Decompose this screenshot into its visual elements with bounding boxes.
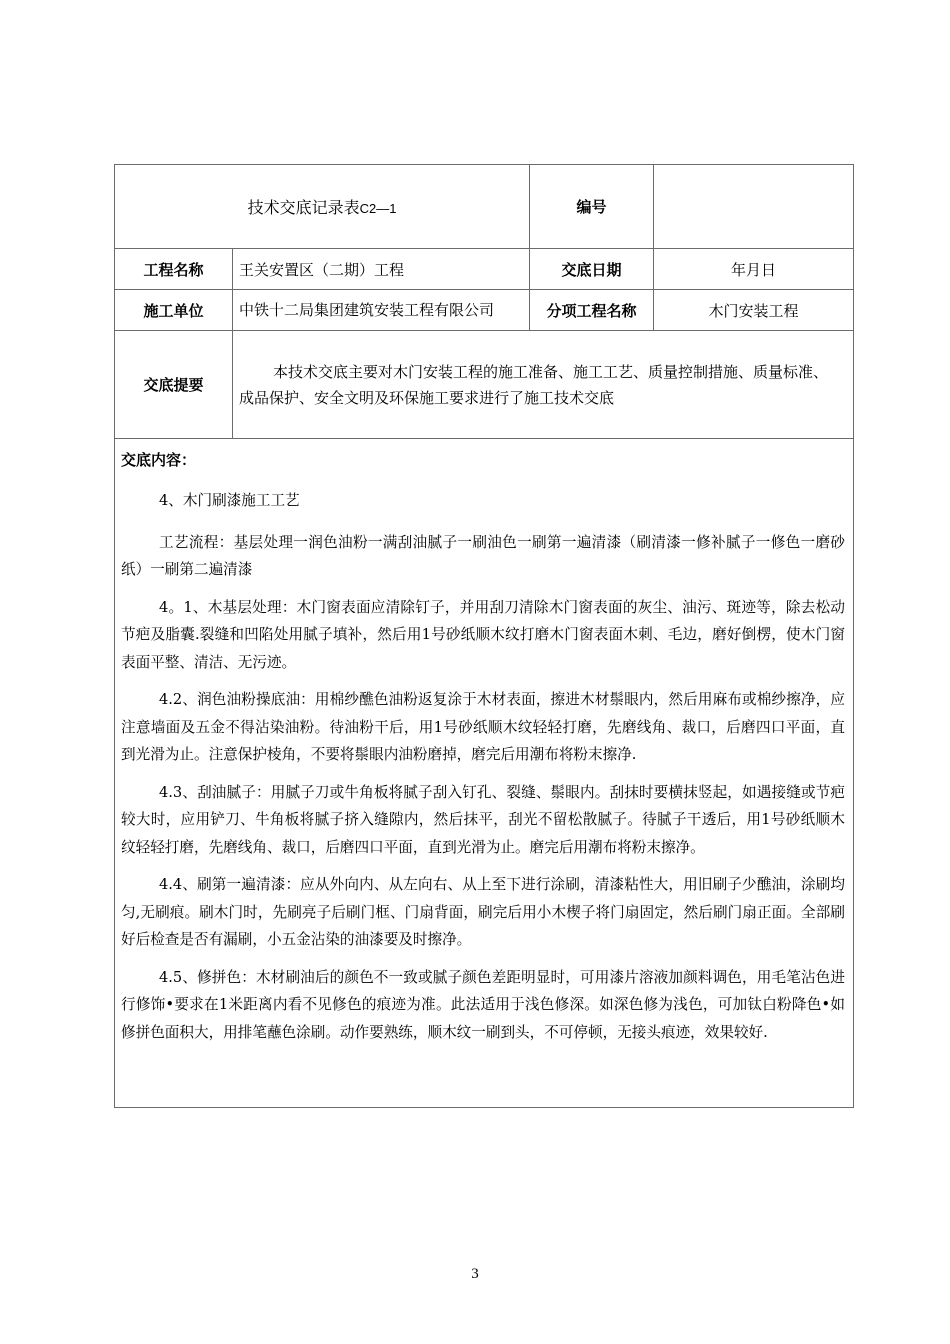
project-name-label: 工程名称 xyxy=(115,249,233,290)
content-heading: 交底内容： xyxy=(121,451,197,469)
table-title-cell xyxy=(115,165,530,249)
title-row xyxy=(115,165,854,249)
content-body xyxy=(121,487,845,1056)
paragraph-4-3: 4.3、刮油腻子：用腻子刀或牛角板将腻子刮入钉孔、裂缝、鬃眼内。刮抹时要横抹竖起，如遇接缝或节疤较大时，应用铲刀、牛角板将腻子挤入缝隙内，然后抹平，刮光不留松散腻子。待腻子干透后，用1号砂纸顺木纹轻轻打磨，先磨线角、裁口，后磨四口平面，直到光滑为止。磨完后用潮布将粉末擦净。 xyxy=(121,783,845,856)
table-title: 技术交底记录表 xyxy=(247,198,360,217)
summary-label: 交底提要 xyxy=(115,331,233,439)
summary-row xyxy=(115,331,854,439)
technical-briefing-table xyxy=(114,164,854,1108)
section-title: 4、木门刷漆施工工艺 xyxy=(159,492,300,509)
contractor-label: 施工单位 xyxy=(115,290,233,331)
date-label: 交底日期 xyxy=(530,249,654,290)
contractor-row xyxy=(115,290,854,331)
paragraph-4-4: 4.4、刷第一遍清漆：应从外向内、从左向右、从上至下进行涂刷，清漆粘性大，用旧刷子少醮油，涂刷均匀,无刷痕。刷木门时，先刷亮子后刷门框、门扇背面，刷完后用小木楔子将门扇固定，然后刷门扇正面。全部刷好后检查是否有漏刷，小五金沾染的油漆要及时擦净。 xyxy=(121,876,845,948)
number-value xyxy=(654,165,854,249)
table-title-code: C2—1 xyxy=(359,201,397,216)
contractor-value: 中铁十二局集团建筑安装工程有限公司 xyxy=(233,290,530,331)
paragraph-4-1: 4。1、木基层处理：木门窗表面应清除钉子，并用刮刀清除木门窗表面的灰尘、油污、斑迹等，除去松动节疤及脂囊.裂缝和凹陷处用腻子填补，然后用1号砂纸顺木纹打磨木门窗表面木刺、毛边，磨好倒楞，使木门窗表面平整、清洁、无污迹。 xyxy=(121,598,845,671)
paragraph-4-2: 4.2、润色油粉操底油：用棉纱醮色油粉返复涂于木材表面，擦进木材鬃眼内，然后用麻布或棉纱擦净，应注意墙面及五金不得沾染油粉。待油粉干后，用1号砂纸顺木纹轻轻打磨，先磨线角、裁口，后磨四口平面，直到光滑为止。注意保护棱角，不要将鬃眼内油粉磨掉，磨完后用潮布将粉末擦净. xyxy=(121,691,845,763)
date-value: 年月日 xyxy=(654,249,854,290)
project-row xyxy=(115,249,854,290)
project-name-value: 王关安置区（二期）工程 xyxy=(233,249,530,290)
subproject-label: 分项工程名称 xyxy=(530,290,654,331)
summary-value: 本技术交底主要对木门安装工程的施工准备、施工工艺、质量控制措施、质量标准、成品保护、安全文明及环保施工要求进行了施工技术交底 xyxy=(233,331,854,439)
number-label: 编号 xyxy=(530,165,654,249)
page-number: 3 xyxy=(471,1266,479,1282)
paragraph-4-5: 4.5、修拼色：木材刷油后的颜色不一致或腻子颜色差距明显时，可用漆片溶液加颜料调色，用毛笔沾色进行修饰•要求在1米距离内看不见修色的痕迹为准。此法适用于浅色修深。如深色修为浅色，可加钛白粉降色•如修拼色面积大，用排笔蘸色涂刷。动作要熟练，顺木纹一刷到头，不可停顿，无接头痕迹，效果较好. xyxy=(121,968,845,1041)
subproject-value: 木门安装工程 xyxy=(654,290,854,331)
content-row xyxy=(115,439,854,1108)
content-cell xyxy=(115,439,854,1108)
paragraph-process-flow: 工艺流程：基层处理一润色油粉一满刮油腻子一刷油色一刷第一遍清漆（刷清漆一修补腻子一修色一磨砂纸）一刷第二遍清漆 xyxy=(121,533,845,578)
